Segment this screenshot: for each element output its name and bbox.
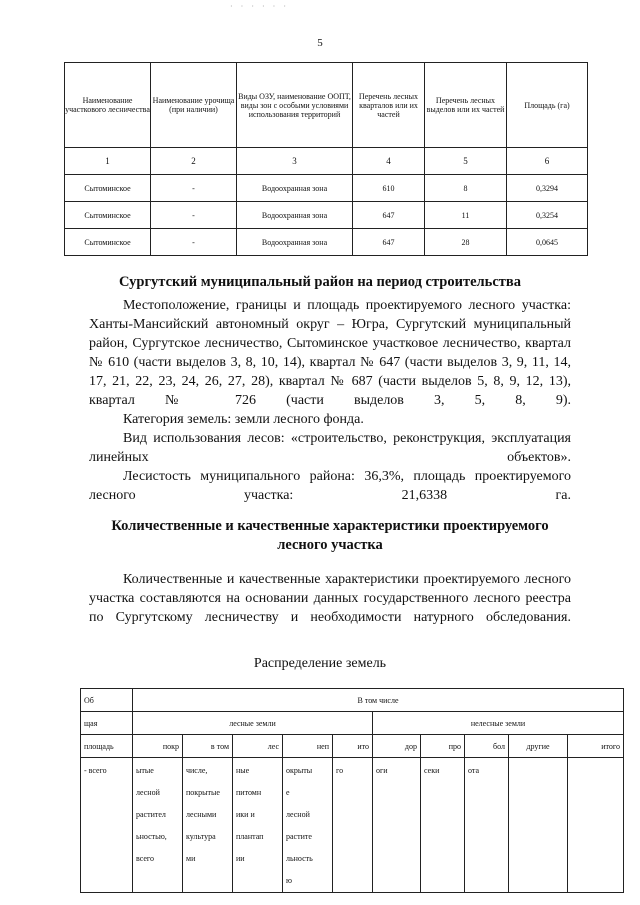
cell-area: 0,3294 — [507, 175, 588, 202]
header-line: всего — [136, 854, 155, 863]
nonforest-col-swamps-body — [465, 758, 509, 893]
nonforest-col-roads-body — [373, 758, 421, 893]
header-line: льность — [286, 854, 313, 863]
col-total-part: Об — [81, 689, 133, 712]
cell-zone: Водоохранная зона — [237, 175, 353, 202]
cell-tract: - — [151, 202, 237, 229]
header-cell: Перечень лесных выделов или их частей — [425, 63, 507, 148]
forest-lands-header: лесные земли — [133, 712, 373, 735]
usage-paragraph: Вид использования лесов: «строительство, реконструкция, эксплуатация линейных объектов». — [89, 431, 571, 465]
cell-zone: Водоохранная зона — [237, 202, 353, 229]
forest-col-nurseries: лес — [233, 735, 283, 758]
location-paragraph: Местоположение, границы и площадь проектируемого лесного участка: Ханты-Мансийский автономный округ – Югра, Сургутский муниципальный район, Сургутское лесничество, Сытоминское участковое лесничество, квартал № 610 (части выделов 3, 8, 10, 14), квартал № 647 (части выделов 3, 9, 11, 14, 17, 21, 22, 23, 24, 26, 27, 28), квартал № 687 (части выделов 5, 8, 9, 12, 13), квартал № 726 (части выделов 3, 5, 8, 9). — [89, 298, 571, 408]
cell-forestry: Сытоминское — [65, 175, 151, 202]
cell-quarter: 647 — [353, 202, 425, 229]
column-number: 5 — [425, 148, 507, 175]
forest-cover-paragraph: Лесистость муниципального района: 36,3%, площадь проектируемого лесного участка: 21,6338 га. — [89, 469, 571, 503]
forest-col-total: ито — [333, 735, 373, 758]
header-line: ные — [236, 766, 250, 775]
header-line: секи — [424, 766, 440, 775]
cell-allotment: 28 — [425, 229, 507, 256]
header-line: ытые — [136, 766, 154, 775]
header-line: лесной — [136, 788, 160, 797]
header-line: покрытые — [186, 788, 220, 797]
table-row — [65, 229, 588, 256]
nonforest-col-other-body — [509, 758, 568, 893]
forest-col-cultures-body — [183, 758, 233, 893]
header-line: ю — [286, 876, 292, 885]
forest-col-cultures: в том — [183, 735, 233, 758]
header-line: ми — [186, 854, 196, 863]
column-number-row — [65, 148, 588, 175]
col-total-part: - всего — [81, 758, 133, 893]
table-row — [65, 202, 588, 229]
nonforest-col-swamps: бол — [465, 735, 509, 758]
cell-area: 0,0645 — [507, 229, 588, 256]
cell-tract: - — [151, 175, 237, 202]
nonforest-col-other: другие — [509, 735, 568, 758]
table-row — [65, 175, 588, 202]
cell-allotment: 8 — [425, 175, 507, 202]
col-total-part: площадь — [81, 735, 133, 758]
header-line: плантап — [236, 832, 264, 841]
cell-allotment: 11 — [425, 202, 507, 229]
nonforest-col-clearings-body — [421, 758, 465, 893]
column-number: 1 — [65, 148, 151, 175]
column-number: 3 — [237, 148, 353, 175]
header-cell: Наименование участкового лесничества — [65, 63, 151, 148]
header-line: питомн — [236, 788, 262, 797]
header-line: числе, — [186, 766, 208, 775]
cell-zone: Водоохранная зона — [237, 229, 353, 256]
forest-col-nurseries-body — [233, 758, 283, 893]
nonforest-lands-header: нелесные земли — [373, 712, 624, 735]
column-number: 2 — [151, 148, 237, 175]
header-cell: Виды ОЗУ, наименование ООПТ, виды зон с особыми условиями использования территорий — [237, 63, 353, 148]
header-line: растите — [286, 832, 312, 841]
plot-table — [64, 62, 588, 256]
section-heading-land-distribution: Распределение земель — [253, 656, 387, 671]
column-number: 4 — [353, 148, 425, 175]
nonforest-col-total: итого — [568, 735, 624, 758]
in-total-header: В том числе — [133, 689, 624, 712]
section-heading-characteristics: Количественные и качественные характеристики проектируемого лесного участка — [111, 518, 549, 553]
page-number: 5 — [317, 37, 323, 49]
forest-col-uncovered-body — [283, 758, 333, 893]
forest-col-covered-body — [133, 758, 183, 893]
nonforest-col-roads: дор — [373, 735, 421, 758]
forest-col-total-body — [333, 758, 373, 893]
scan-noise: · · · · · · — [230, 2, 289, 11]
characteristics-paragraph: Количественные и качественные характеристики проектируемого лесного участка составляются на основании данных государственного лесного реестра по Сургутскому лесничеству и необходимости натурного обследования. — [89, 572, 571, 625]
cell-quarter: 610 — [353, 175, 425, 202]
cell-area: 0,3254 — [507, 202, 588, 229]
col-total-part: щая — [81, 712, 133, 735]
header-cell: Перечень лесных кварталов или их частей — [353, 63, 425, 148]
cell-tract: - — [151, 229, 237, 256]
header-line: лесной — [286, 810, 310, 819]
header-line: окрыты — [286, 766, 313, 775]
land-distribution-table — [80, 688, 624, 893]
header-line: оги — [376, 766, 388, 775]
header-line: растител — [136, 810, 166, 819]
header-line: ии — [236, 854, 245, 863]
header-cell: Площадь (га) — [507, 63, 588, 148]
header-line: лесными — [186, 810, 217, 819]
section-heading-district: Сургутский муниципальный район на период строительства — [119, 274, 521, 290]
header-line: ики и — [236, 810, 255, 819]
nonforest-col-clearings: про — [421, 735, 465, 758]
header-cell: Наименование урочища (при наличии) — [151, 63, 237, 148]
header-line: го — [336, 766, 344, 775]
cell-quarter: 647 — [353, 229, 425, 256]
forest-col-covered: покр — [133, 735, 183, 758]
table-header-row — [65, 63, 588, 148]
nonforest-col-total-body — [568, 758, 624, 893]
cell-forestry: Сытоминское — [65, 229, 151, 256]
header-line: культура — [186, 832, 216, 841]
category-paragraph: Категория земель: земли лесного фонда. — [123, 412, 364, 427]
header-line: ьностью, — [136, 832, 167, 841]
header-line: ота — [468, 766, 480, 775]
header-line: е — [286, 788, 290, 797]
column-number: 6 — [507, 148, 588, 175]
cell-forestry: Сытоминское — [65, 202, 151, 229]
forest-col-uncovered: неп — [283, 735, 333, 758]
